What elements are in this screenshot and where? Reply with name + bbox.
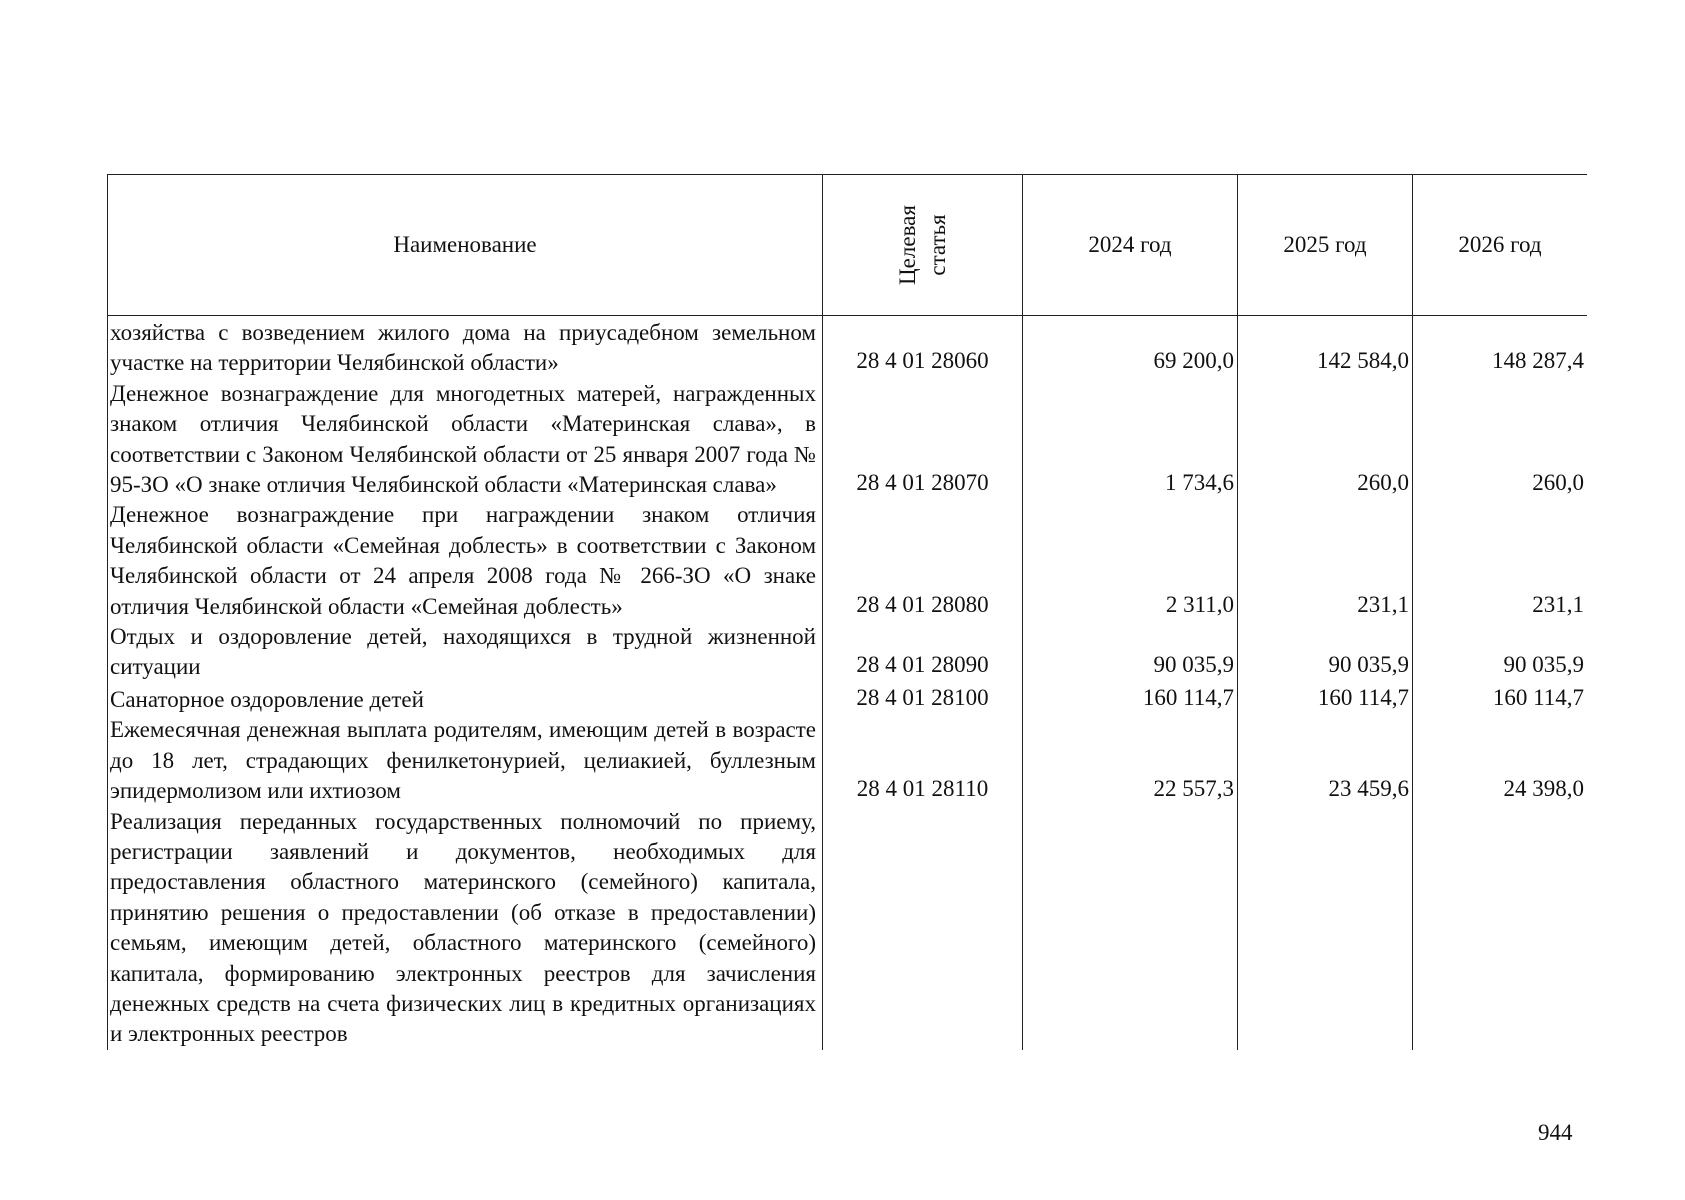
budget-table: [107, 174, 1587, 1050]
row-target-article: [823, 807, 1023, 1050]
table-row: [108, 500, 1588, 622]
row-name: Ежемесячная денежная выплата родителям, имеющим детей в возрасте до 18 лет, страдающих фенилкетонурией, целиакией, буллезным эпидермолизом или ихтиозом: [108, 715, 823, 806]
row-value-2025: 160 114,7: [1238, 683, 1413, 715]
table-row: [108, 715, 1588, 806]
row-value-2025: 142 584,0: [1238, 316, 1413, 379]
table-body: [108, 316, 1588, 1050]
row-value-2024: 2 311,0: [1023, 500, 1238, 622]
header-row: [108, 175, 1588, 316]
row-value-2026: 260,0: [1413, 379, 1588, 501]
row-target-article: 28 4 01 28080: [823, 500, 1023, 622]
header-year-2024: 2024 год: [1023, 175, 1238, 316]
row-name: хозяйства с возведением жилого дома на приусадебном земельном участке на территории Челябинской области»: [108, 316, 823, 379]
row-value-2026: [1413, 807, 1588, 1050]
row-value-2026: 231,1: [1413, 500, 1588, 622]
row-value-2025: 231,1: [1238, 500, 1413, 622]
row-name: Денежное вознаграждение при награждении знаком отличия Челябинской области «Семейная доблесть» в соответствии с Законом Челябинской области от 24 апреля 2008 года № 266-ЗО «О знаке отличия Челябинской области «Семейная доблесть»: [108, 500, 823, 622]
row-target-article: 28 4 01 28090: [823, 622, 1023, 683]
row-value-2024: [1023, 807, 1238, 1050]
row-target-article: 28 4 01 28110: [823, 715, 1023, 806]
page-number: 944: [1538, 1120, 1573, 1145]
header-target-article-line1: Целевая: [894, 205, 920, 285]
header-target-article-line2: статья: [924, 214, 950, 276]
table-row: [108, 622, 1588, 683]
table-row: [108, 683, 1588, 715]
row-name: Санаторное оздоровление детей: [108, 683, 823, 715]
row-value-2026: 90 035,9: [1413, 622, 1588, 683]
row-value-2025: [1238, 807, 1413, 1050]
row-name: Реализация переданных государственных полномочий по приему, регистрации заявлений и документов, необходимых для предоставления областного материнского (семейного) капитала, принятию решения о предоставлении (об отказе в предоставлении) семьям, имеющим детей, областного материнского (семейного) капитала, формированию электронных реестров для зачисления денежных средств на счета физических лиц в кредитных организациях и электронных реестров: [108, 807, 823, 1050]
table-header: [108, 175, 1588, 316]
row-name: Отдых и оздоровление детей, находящихся в трудной жизненной ситуации: [108, 622, 823, 683]
row-target-article: 28 4 01 28100: [823, 683, 1023, 715]
table-row: [108, 379, 1588, 501]
header-target-article-rotated: [893, 185, 953, 305]
header-year-2025: 2025 год: [1238, 175, 1413, 316]
row-value-2026: 148 287,4: [1413, 316, 1588, 379]
row-value-2024: 22 557,3: [1023, 715, 1238, 806]
row-value-2024: 90 035,9: [1023, 622, 1238, 683]
budget-table-container: [107, 174, 1587, 1111]
table-row: [108, 316, 1588, 379]
row-target-article: 28 4 01 28070: [823, 379, 1023, 501]
row-value-2026: 24 398,0: [1413, 715, 1588, 806]
row-value-2024: 1 734,6: [1023, 379, 1238, 501]
row-value-2026: 160 114,7: [1413, 683, 1588, 715]
row-value-2025: 260,0: [1238, 379, 1413, 501]
header-name: Наименование: [108, 175, 823, 316]
row-target-article: 28 4 01 28060: [823, 316, 1023, 379]
row-name: Денежное вознаграждение для многодетных матерей, награжденных знаком отличия Челябинской области «Материнская слава», в соответствии с Законом Челябинской области от 25 января 2007 года № 95-ЗО «О знаке отличия Челябинской области «Материнская слава»: [108, 379, 823, 501]
header-year-2026: 2026 год: [1413, 175, 1588, 316]
row-value-2024: 69 200,0: [1023, 316, 1238, 379]
table-row: [108, 807, 1588, 1050]
row-value-2024: 160 114,7: [1023, 683, 1238, 715]
row-value-2025: 23 459,6: [1238, 715, 1413, 806]
header-target-article: [823, 175, 1023, 316]
row-value-2025: 90 035,9: [1238, 622, 1413, 683]
